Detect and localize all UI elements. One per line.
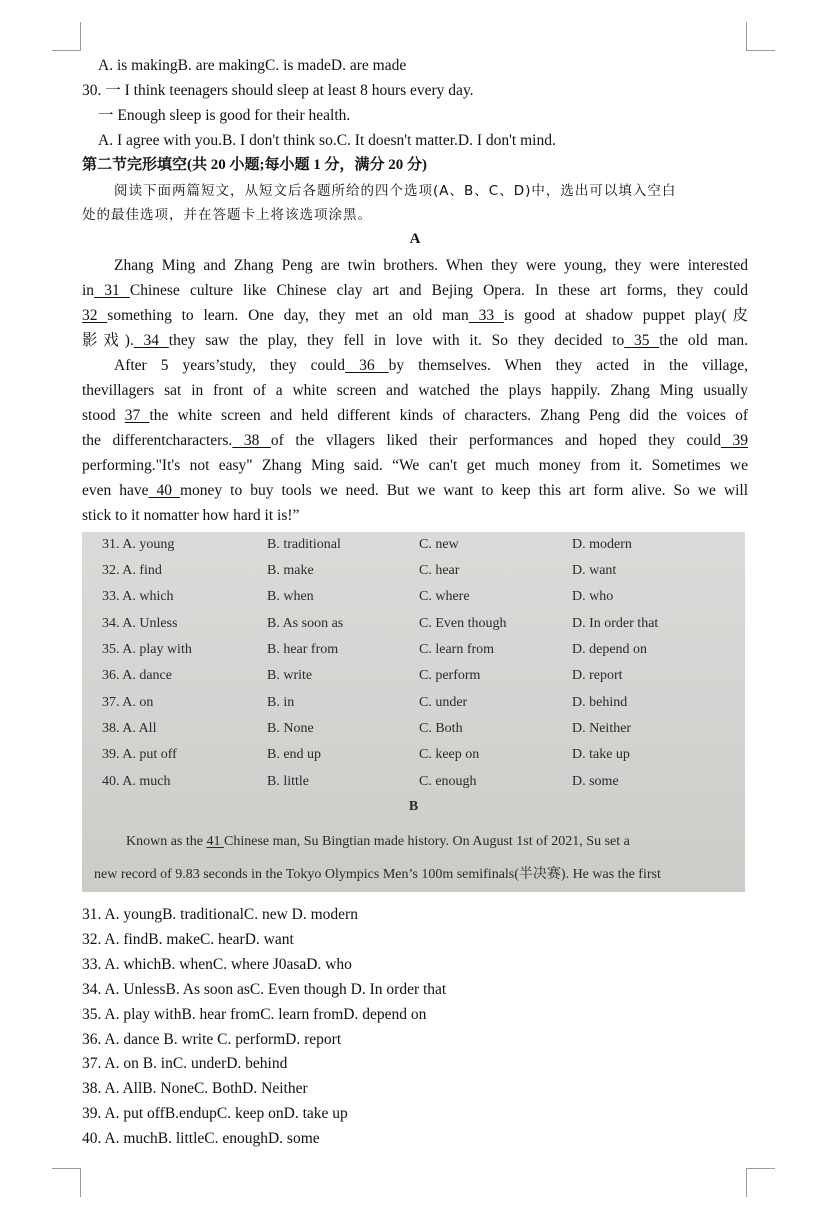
passage-a-line-2: in 31 Chinese culture like Chinese clay art and Bejing Opera. In these art forms, they could [82, 282, 749, 299]
blank-32: 32 [82, 307, 108, 324]
answer-line-40: 40. A. muchB. littleC. enoughD. some [82, 1130, 320, 1147]
section-instruction-line-2: 处的最佳选项，并在答题卡上将该选项涂黑。 [82, 207, 372, 223]
answer-line-37: 37. A. on B. inC. underD. behind [82, 1055, 288, 1072]
blank-39: 39 [720, 432, 749, 449]
blank-38: 38 [232, 432, 271, 449]
passage-a-line-3: 32 something to learn. One day, they met an old man 33 is good at shadow puppet play(皮 [82, 307, 749, 324]
passage-a-line-9: performing."It's not easy" Zhang Ming said. “We can't get much money from it. Sometimes we [82, 457, 748, 474]
blank-35: 35 [624, 332, 660, 349]
answer-line-34: 34. A. UnlessB. As soon asC. Even though D. In order that [82, 981, 447, 998]
photo-option-row-40: 40. A. much B. little C. enough D. some [102, 774, 619, 789]
q30-reply: 一 Enough sleep is good for their health. [98, 107, 351, 124]
passage-a-line-5: After 5 years’study, they could 36 by themselves. When they acted in the village, [114, 357, 749, 374]
blank-41: 41 [206, 834, 224, 849]
blank-34: 34 [133, 332, 169, 349]
photo-passage-line-2: new record of 9.83 seconds in the Tokyo Olympics Men’s 100m semifinals(半决赛). He was the first [94, 867, 661, 882]
photo-passage-b-label: B [408, 799, 419, 814]
blank-36: 36 [345, 357, 389, 374]
section-instruction-line-1: 阅读下面两篇短文，从短文后各题所给的四个选项(A、B、C、D)中，选出可以填入空白 [114, 183, 677, 199]
crop-mark-bottom-right [746, 1168, 775, 1197]
answer-line-36: 36. A. dance B. write C. performD. report [82, 1031, 342, 1048]
photo-option-row-38: 38. A. All B. None C. Both D. Neither [102, 721, 632, 736]
photo-option-row-33: 33. A. which B. when C. where D. who [102, 589, 614, 604]
blank-37: 37 [124, 407, 150, 424]
q29-options: A. is makingB. are makingC. is madeD. are made [98, 57, 407, 74]
photo-passage-line-1: Known as the 41 Chinese man, Su Bingtian made history. On August 1st of 2021, Su set a [126, 834, 630, 849]
passage-a-line-6: thevillagers sat in front of a white screen and watched the plays happily. Zhang Ming usually [82, 382, 748, 399]
passage-a-label: A [409, 231, 421, 247]
answer-line-31: 31. A. youngB. traditionalC. new D. modern [82, 906, 358, 923]
section-heading: 第二节完形填空(共 20 小题;每小题 1 分，满分 20 分) [82, 157, 427, 173]
photo-option-row-34: 34. A. Unless B. As soon as C. Even though D. In order that [102, 616, 659, 631]
blank-31: 31 [94, 282, 130, 299]
passage-a-line-11: stick to it nomatter how hard it is!” [82, 507, 300, 524]
passage-a-line-7: stood 37 the white screen and held different kinds of characters. Zhang Peng did the voices of [82, 407, 749, 424]
photo-option-row-39: 39. A. put off B. end up C. keep on D. take up [102, 747, 630, 762]
answer-line-33: 33. A. whichB. whenC. where J0asaD. who [82, 956, 352, 973]
passage-a-line-4: 影戏). 34 they saw the play, they fell in love with it. So they decided to 35 the old man. [82, 332, 748, 349]
photo-option-row-37: 37. A. on B. in C. under D. behind [102, 695, 628, 710]
answer-line-38: 38. A. AllB. NoneC. BothD. Neither [82, 1080, 308, 1097]
answer-line-39: 39. A. put offB.endupC. keep onD. take up [82, 1105, 348, 1122]
crop-mark-bottom-left [52, 1168, 81, 1197]
passage-a-line-10: even have 40 money to buy tools we need. But we want to keep this art form alive. So we will [82, 482, 748, 499]
crop-mark-top-right [746, 22, 775, 51]
answer-line-35: 35. A. play withB. hear fromC. learn fromD. depend on [82, 1006, 427, 1023]
photo-option-row-35: 35. A. play with B. hear from C. learn from D. depend on [102, 642, 648, 657]
q30-question: 30. 一 I think teenagers should sleep at least 8 hours every day. [82, 82, 474, 99]
passage-a-line-8: the differentcharacters. 38 of the vllagers liked their performances and hoped they could 39 [82, 432, 749, 449]
photo-option-row-31: 31. A. young B. traditional C. new D. modern [102, 537, 632, 552]
photo-option-row-36: 36. A. dance B. write C. perform D. report [102, 668, 623, 683]
blank-33: 33 [468, 307, 504, 324]
blank-40: 40 [148, 482, 180, 499]
q30-options: A. I agree with you.B. I don't think so.C. It doesn't matter.D. I don't mind. [98, 132, 556, 149]
photo-option-row-32: 32. A. find B. make C. hear D. want [102, 563, 617, 578]
answer-line-32: 32. A. findB. makeC. hearD. want [82, 931, 294, 948]
scanned-options-photo [82, 532, 745, 892]
passage-a-line-1: Zhang Ming and Zhang Peng are twin brothers. When they were young, they were interested [114, 257, 748, 274]
crop-mark-top-left [52, 22, 81, 51]
